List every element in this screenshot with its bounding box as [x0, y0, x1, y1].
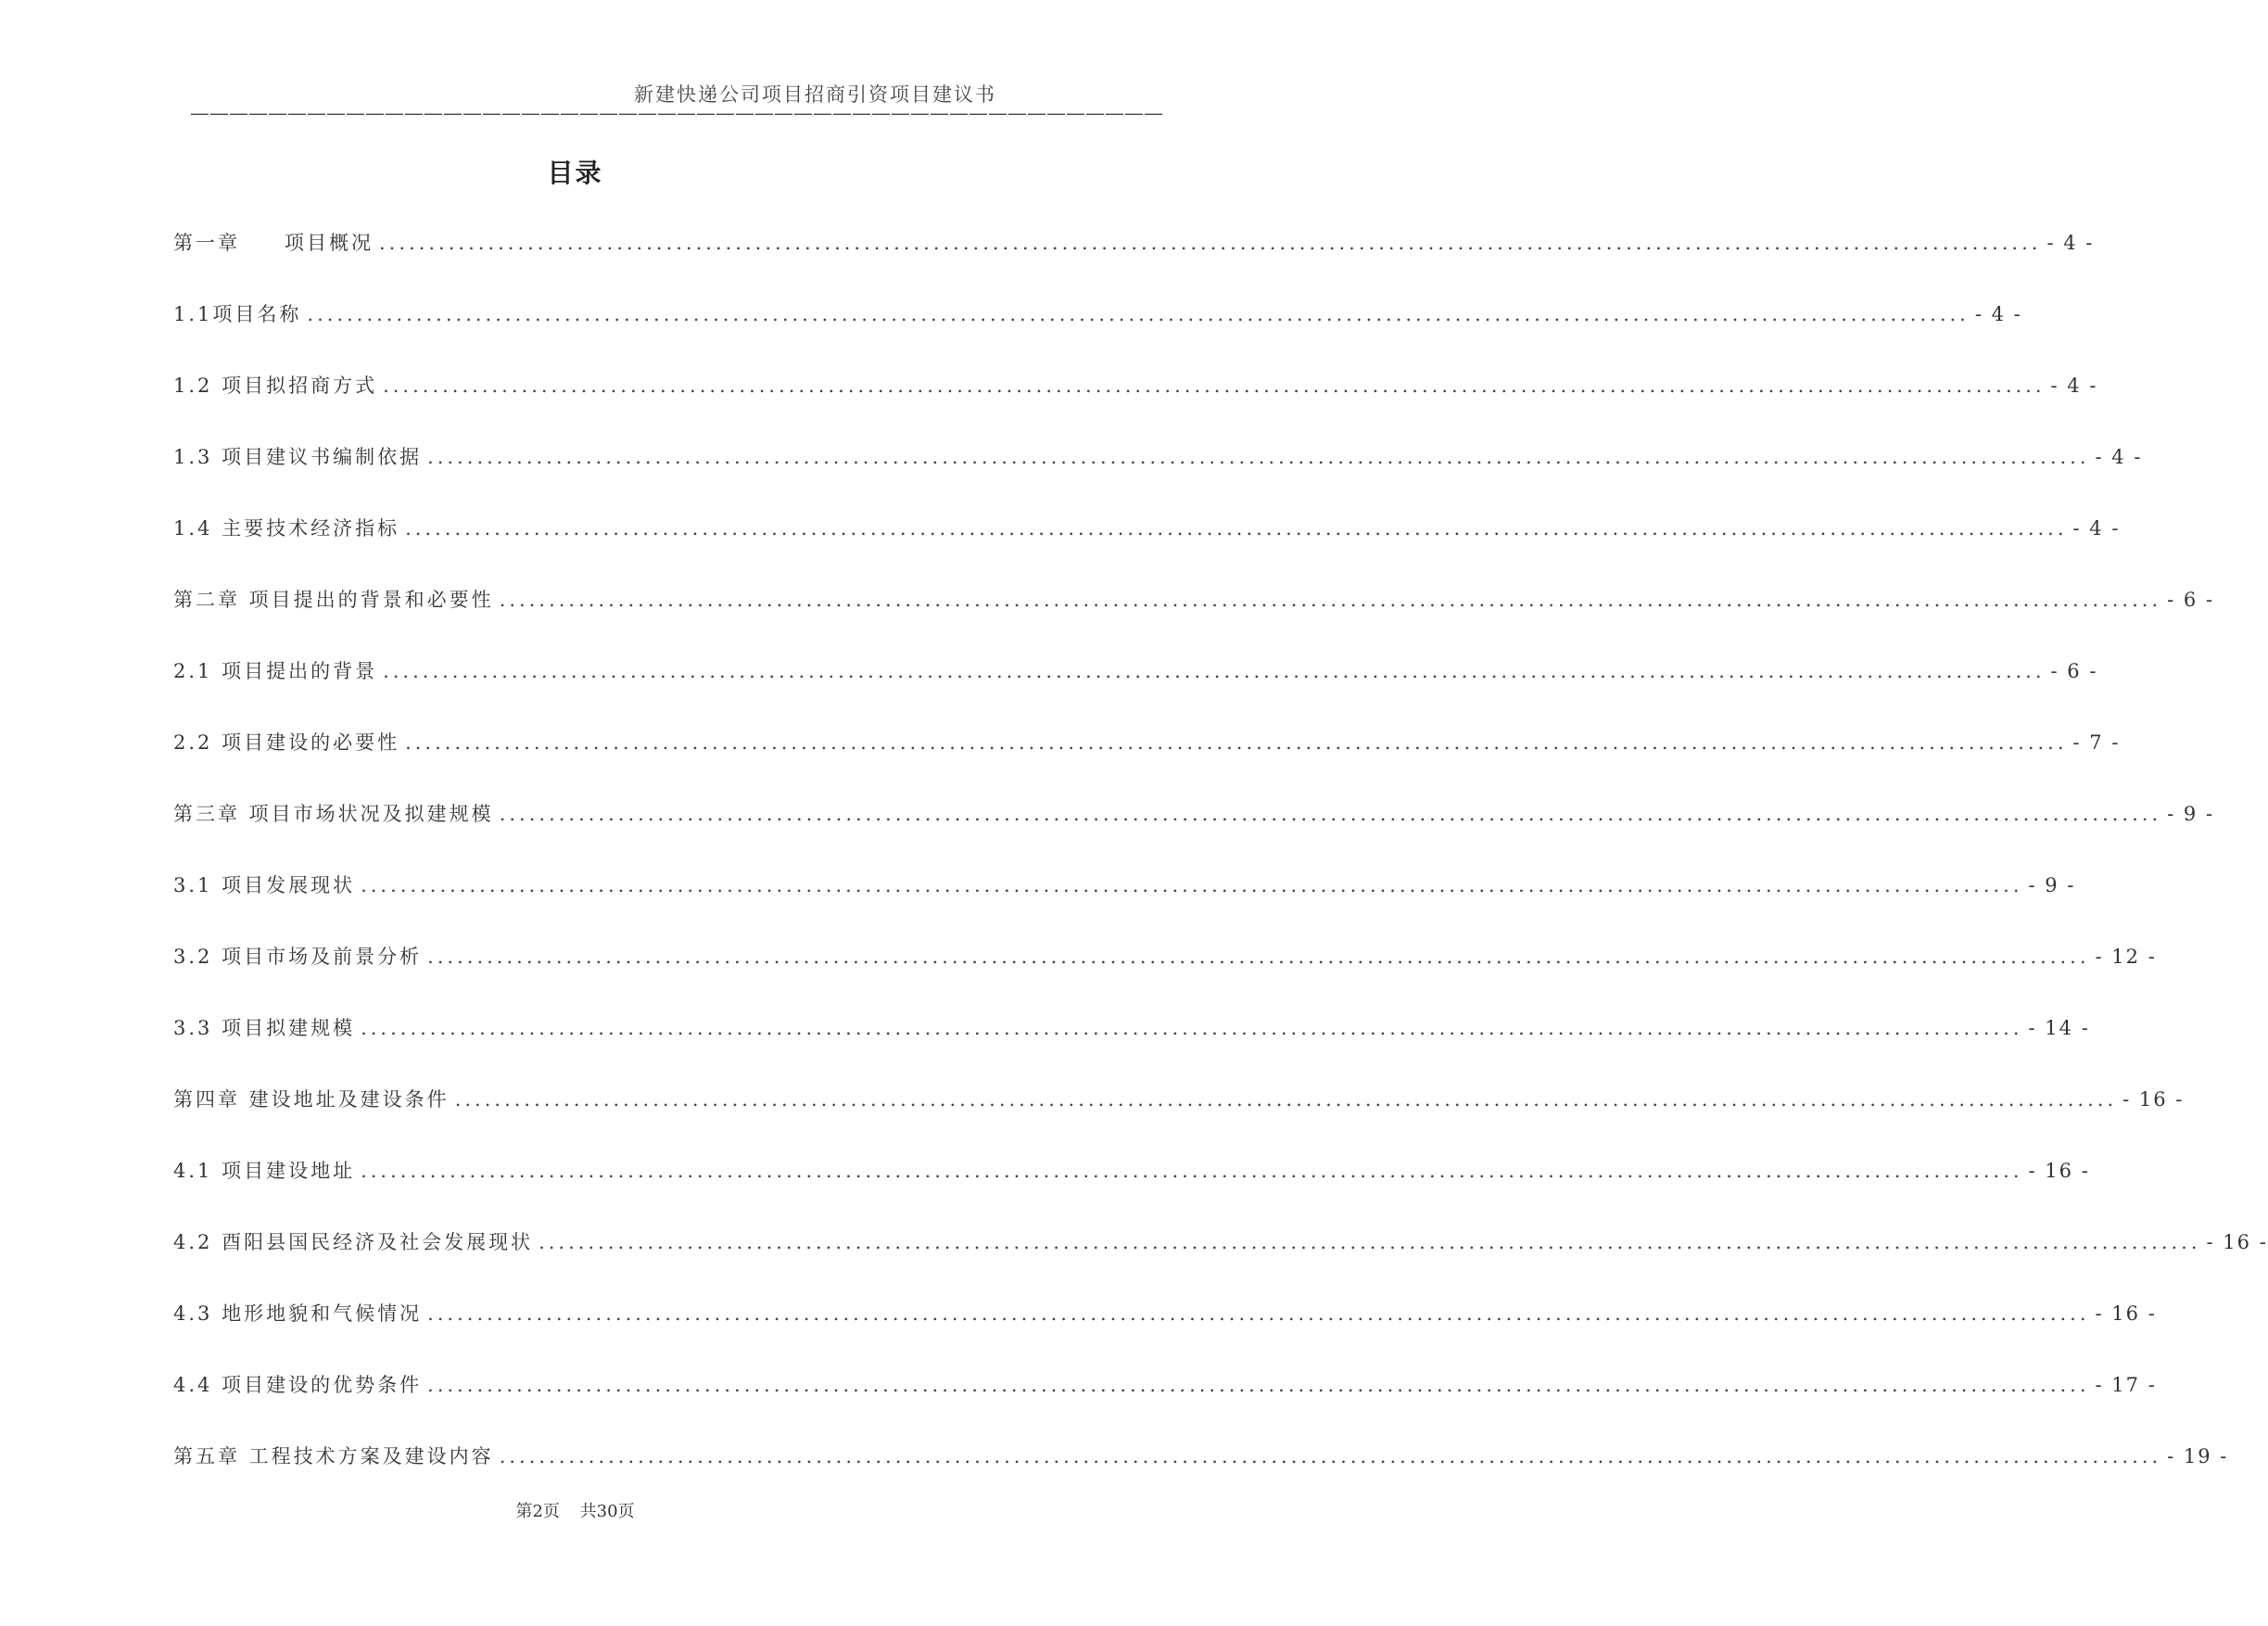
page-number: 第2页: [515, 1502, 560, 1521]
toc-entry-page[interactable]: - 16 -: [2122, 1088, 2185, 1111]
toc-leader-dots: [500, 1445, 2161, 1467]
toc-entry-page[interactable]: - 9 -: [2028, 874, 2076, 896]
toc-leader-dots: [383, 375, 2045, 397]
toc-entry[interactable]: [173, 442, 2143, 514]
toc-entry[interactable]: [173, 1085, 2185, 1156]
toc-entry-label[interactable]: 3.2 项目市场及前景分析: [173, 946, 423, 968]
toc-leader-dots: [361, 1160, 2022, 1182]
toc-entry-label[interactable]: 2.1 项目提出的背景: [173, 660, 378, 682]
toc-entry[interactable]: [173, 1156, 2090, 1227]
toc-entry-page[interactable]: - 9 -: [2167, 803, 2215, 825]
toc-leader-dots: [538, 1231, 2200, 1253]
page-title: 目录: [547, 158, 603, 188]
header-title: 新建快递公司项目招商引资项目建议书: [634, 83, 996, 106]
toc-entry[interactable]: [173, 656, 2098, 728]
toc-leader-dots: [427, 946, 2089, 968]
toc-leader-dots: [361, 1017, 2022, 1039]
toc-entry-label[interactable]: 1.1项目名称: [173, 303, 302, 325]
toc-entry-label[interactable]: 1.3 项目建议书编制依据: [173, 446, 423, 468]
toc-entry-page[interactable]: - 19 -: [2167, 1445, 2229, 1467]
toc-entry-label[interactable]: 4.4 项目建设的优势条件: [173, 1374, 423, 1396]
toc-entry-page[interactable]: - 4 -: [2046, 232, 2095, 254]
toc-entry[interactable]: [173, 371, 2098, 442]
toc-entry-label[interactable]: 第一章 项目概况: [173, 232, 374, 254]
toc-leader-dots: [500, 803, 2161, 825]
toc-entry[interactable]: [173, 799, 2215, 870]
table-of-contents: [173, 228, 2268, 1513]
total-pages: 共30页: [579, 1502, 635, 1521]
toc-entry-page[interactable]: - 4 -: [2072, 517, 2121, 540]
toc-leader-dots: [405, 517, 2067, 540]
toc-leader-dots: [405, 731, 2067, 754]
toc-entry-label[interactable]: 3.1 项目发展现状: [173, 874, 356, 896]
toc-entry-label[interactable]: 2.2 项目建设的必要性: [173, 731, 400, 754]
toc-entry[interactable]: [173, 299, 2022, 371]
page-footer: [0, 1498, 1150, 1522]
toc-entry-page[interactable]: - 12 -: [2095, 946, 2157, 968]
toc-entry-label[interactable]: 4.1 项目建设地址: [173, 1160, 356, 1182]
toc-entry-label[interactable]: 3.3 项目拟建规模: [173, 1017, 356, 1039]
toc-entry-page[interactable]: - 17 -: [2095, 1374, 2157, 1396]
toc-entry-label[interactable]: 1.2 项目拟招商方式: [173, 375, 378, 397]
toc-entry[interactable]: [173, 1013, 2090, 1085]
toc-entry[interactable]: [173, 1299, 2157, 1370]
toc-entry[interactable]: [173, 870, 2076, 942]
toc-entry-page[interactable]: - 4 -: [1974, 303, 2022, 325]
toc-entry[interactable]: [173, 514, 2121, 585]
toc-leader-dots: [379, 232, 2041, 254]
toc-leader-dots: [427, 1374, 2089, 1396]
toc-entry[interactable]: [173, 1370, 2157, 1442]
toc-leader-dots: [427, 1302, 2089, 1325]
toc-entry-page[interactable]: - 7 -: [2072, 731, 2121, 754]
toc-entry-label[interactable]: 第五章 工程技术方案及建设内容: [173, 1445, 494, 1467]
toc-entry[interactable]: [173, 1227, 2268, 1299]
toc-leader-dots: [307, 303, 1969, 325]
toc-entry-page[interactable]: - 6 -: [2167, 589, 2215, 611]
toc-leader-dots: [427, 446, 2089, 468]
toc-entry-page[interactable]: - 14 -: [2028, 1017, 2090, 1039]
toc-leader-dots: [455, 1088, 2117, 1111]
toc-leader-dots: [361, 874, 2022, 896]
toc-entry[interactable]: [173, 942, 2157, 1013]
toc-entry-label[interactable]: 4.2 酉阳县国民经济及社会发展现状: [173, 1231, 534, 1253]
toc-entry-label[interactable]: 1.4 主要技术经济指标: [173, 517, 400, 540]
toc-entry-label[interactable]: 4.3 地形地貌和气候情况: [173, 1302, 423, 1325]
toc-entry-label[interactable]: 第二章 项目提出的背景和必要性: [173, 589, 494, 611]
toc-entry[interactable]: [173, 585, 2215, 656]
toc-entry-page[interactable]: - 4 -: [2050, 375, 2098, 397]
toc-entry-page[interactable]: - 4 -: [2095, 446, 2143, 468]
toc-entry-page[interactable]: - 6 -: [2050, 660, 2098, 682]
toc-entry-label[interactable]: 第三章 项目市场状况及拟建规模: [173, 803, 494, 825]
toc-entry[interactable]: [173, 728, 2121, 799]
toc-leader-dots: [383, 660, 2045, 682]
toc-leader-dots: [500, 589, 2161, 611]
toc-entry-label[interactable]: 第四章 建设地址及建设条件: [173, 1088, 450, 1111]
toc-entry-page[interactable]: - 16 -: [2206, 1231, 2268, 1253]
toc-entry-page[interactable]: - 16 -: [2028, 1160, 2090, 1182]
toc-entry-page[interactable]: - 16 -: [2095, 1302, 2157, 1325]
toc-entry[interactable]: [173, 228, 2095, 299]
header-rule: ——————————————————————————————————————————————————: [190, 102, 1163, 124]
